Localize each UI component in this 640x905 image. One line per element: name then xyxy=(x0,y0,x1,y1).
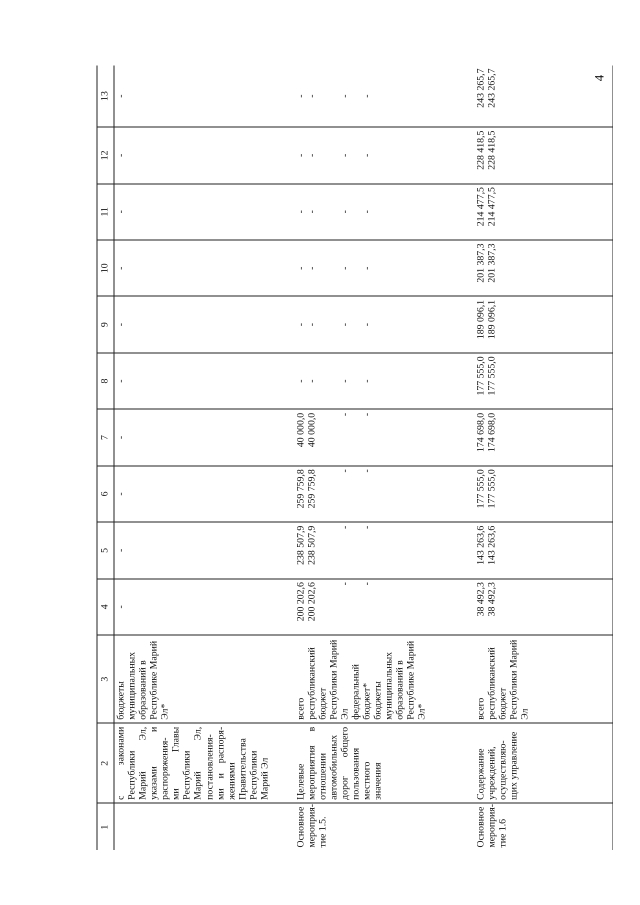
value-cell: 143 263,6 143 263,6 xyxy=(474,522,613,578)
value-cell: - xyxy=(114,465,294,521)
value-cell: 243 265,7 243 265,7 xyxy=(474,65,613,127)
page-number: 4 xyxy=(590,74,606,82)
value-cell: 238 507,9 238 507,9 - - xyxy=(294,522,474,578)
value-cell: 200 202,6 200 202,6 - - xyxy=(294,578,474,634)
header-cell: 5 xyxy=(97,522,114,578)
header-cell: 7 xyxy=(97,409,114,465)
measure-description: Содержание учреждений, осуществляю-щих управление xyxy=(474,723,613,803)
header-cell: 8 xyxy=(97,352,114,408)
value-cell: - - - - xyxy=(294,239,474,295)
value-cell: - xyxy=(114,296,294,352)
value-cell: - xyxy=(114,239,294,295)
measure-label: Основное мероприя-тие 1.5. xyxy=(294,803,328,847)
value-cell: 177 555,0 177 555,0 xyxy=(474,352,613,408)
value-cell: - xyxy=(114,522,294,578)
budget-table xyxy=(96,65,613,850)
value-cell: - - - - xyxy=(294,352,474,408)
measure-description: Целевые мероприятия в отношении автомобильных дорог общего пользования местного значения xyxy=(294,723,474,803)
value-cell: - - - - xyxy=(294,296,474,352)
value-cell: 38 492,3 38 492,3 xyxy=(474,578,613,634)
measure-label: Основное мероприя-тие 1.6 xyxy=(474,803,613,850)
value-cell: 174 698,0 174 698,0 xyxy=(474,409,613,465)
value-cell: 189 096,1 189 096,1 xyxy=(474,296,613,352)
header-cell: 11 xyxy=(97,183,114,239)
value-cell: - - - - xyxy=(294,127,474,183)
header-cell: 13 xyxy=(97,65,114,127)
measure-description: с законами Республики Марий Эл, указами и распоряжения-ми Главы Республики Марий Эл, постановления-ми и распоря-жениями Правительства Республики Марий Эл xyxy=(114,723,294,803)
value-cell: - - - - xyxy=(294,183,474,239)
header-cell: 2 xyxy=(97,723,114,803)
header-cell: 4 xyxy=(97,578,114,634)
value-cell: - xyxy=(114,409,294,465)
value-cell: 201 387,3 201 387,3 xyxy=(474,239,613,295)
value-cell: - xyxy=(114,183,294,239)
header-cell: 6 xyxy=(97,465,114,521)
header-cell: 12 xyxy=(97,127,114,183)
value-cell: - - - - xyxy=(294,65,474,127)
value-cell: 40 000,0 40 000,0 - - xyxy=(294,409,474,465)
header-cell: 1 xyxy=(97,803,114,850)
measure-label xyxy=(114,803,294,850)
table-row xyxy=(474,65,613,850)
value-cell: 177 555,0 177 555,0 xyxy=(474,465,613,521)
header-cell: 3 xyxy=(97,635,114,723)
value-cell: 228 418,5 228 418,5 xyxy=(474,127,613,183)
header-row xyxy=(97,65,114,850)
value-cell: - xyxy=(114,578,294,634)
header-cell: 10 xyxy=(97,239,114,295)
table-row xyxy=(114,65,294,850)
value-cell: - xyxy=(114,352,294,408)
value-cell: 214 477,5 214 477,5 xyxy=(474,183,613,239)
funding-source: бюджеты муниципальных образований в Республике Марий Эл* xyxy=(114,635,294,723)
value-cell: - xyxy=(114,127,294,183)
funding-source: всего республиканский бюджет Республики Марий Эл федеральный бюджет* бюджеты муниципальных образований в Республике Марий Эл* xyxy=(294,635,474,723)
funding-source: всего республиканский бюджет Республики Марий Эл xyxy=(474,635,613,723)
value-cell: 259 759,8 259 759,8 - - xyxy=(294,465,474,521)
header-cell: 9 xyxy=(97,296,114,352)
table-wrapper xyxy=(96,65,613,850)
value-cell: - xyxy=(114,65,294,127)
table-row xyxy=(294,65,474,850)
